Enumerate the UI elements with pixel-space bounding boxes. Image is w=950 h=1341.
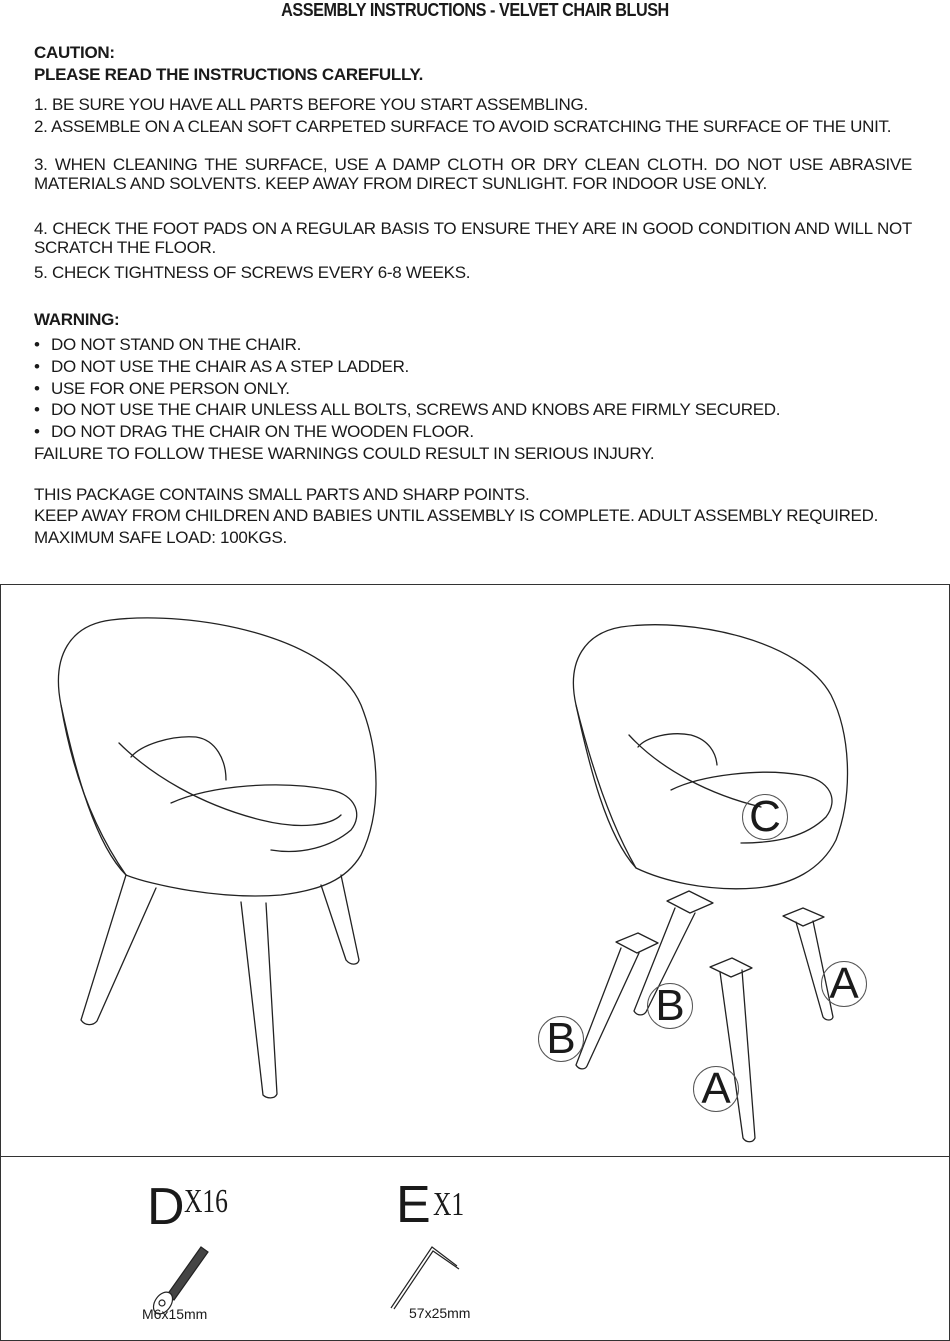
package-note: KEEP AWAY FROM CHILDREN AND BABIES UNTIL ASSEMBLY IS COMPLETE. ADULT ASSEMBLY REQUIRED. — [34, 506, 878, 525]
diagram-panel — [0, 584, 950, 1341]
warning-failure-note: FAILURE TO FOLLOW THESE WARNINGS COULD RESULT IN SERIOUS INJURY. — [34, 444, 655, 463]
allen-key-icon — [1, 585, 949, 1340]
part-e-size: 57x25mm — [409, 1305, 471, 1321]
part-e-letter: E — [396, 1176, 431, 1234]
part-label-a: A — [821, 961, 867, 1007]
part-label-b: B — [538, 1016, 584, 1062]
max-load-note: MAXIMUM SAFE LOAD: 100KGS. — [34, 528, 287, 547]
warning-bullet: • DO NOT USE THE CHAIR UNLESS ALL BOLTS, SCREWS AND KNOBS ARE FIRMLY SECURED. — [34, 400, 781, 419]
warning-bullet: • DO NOT USE THE CHAIR AS A STEP LADDER. — [34, 357, 409, 376]
caution-item-5: 5. CHECK TIGHTNESS OF SCREWS EVERY 6-8 WEEKS. — [34, 263, 471, 282]
bullet-icon: • — [34, 400, 40, 419]
caution-item-4: 4. CHECK THE FOOT PADS ON A REGULAR BASIS TO ENSURE THEY ARE IN GOOD CONDITION AND WILL NOT SCRATCH THE FLOOR. — [34, 219, 912, 257]
warning-bullet: • DO NOT DRAG THE CHAIR ON THE WOODEN FLOOR. — [34, 422, 474, 441]
caution-item-2: 2. ASSEMBLE ON A CLEAN SOFT CARPETED SURFACE TO AVOID SCRATCHING THE SURFACE OF THE UNIT. — [34, 117, 892, 136]
bullet-icon: • — [34, 422, 40, 441]
caution-item-3: 3. WHEN CLEANING THE SURFACE, USE A DAMP CLOTH OR DRY CLEAN CLOTH. DO NOT USE ABRASIVE MATERIALS AND SOLVENTS. KEEP AWAY FROM DIRECT SUNLIGHT. FOR INDOOR USE ONLY. — [34, 155, 912, 193]
document-title: ASSEMBLY INSTRUCTIONS - VELVET CHAIR BLUSH — [281, 0, 669, 20]
caution-item-1: 1. BE SURE YOU HAVE ALL PARTS BEFORE YOU START ASSEMBLING. — [34, 95, 588, 114]
part-d-letter: D — [147, 1178, 185, 1236]
package-note: THIS PACKAGE CONTAINS SMALL PARTS AND SHARP POINTS. — [34, 485, 530, 504]
part-e-quantity: X1 — [433, 1186, 465, 1223]
part-d-quantity: X16 — [184, 1183, 228, 1220]
part-label-c: C — [742, 794, 788, 840]
bullet-icon: • — [34, 379, 40, 398]
caution-heading: CAUTION: — [34, 43, 115, 62]
part-d-size: M6x15mm — [142, 1306, 208, 1322]
part-label-b: B — [647, 983, 693, 1029]
warning-heading: WARNING: — [34, 310, 120, 329]
part-label-a: A — [693, 1066, 739, 1112]
bullet-icon: • — [34, 357, 40, 376]
warning-bullet: • USE FOR ONE PERSON ONLY. — [34, 379, 290, 398]
bullet-icon: • — [34, 335, 40, 354]
caution-subheading: PLEASE READ THE INSTRUCTIONS CAREFULLY. — [34, 65, 424, 84]
warning-bullet: • DO NOT STAND ON THE CHAIR. — [34, 335, 302, 354]
